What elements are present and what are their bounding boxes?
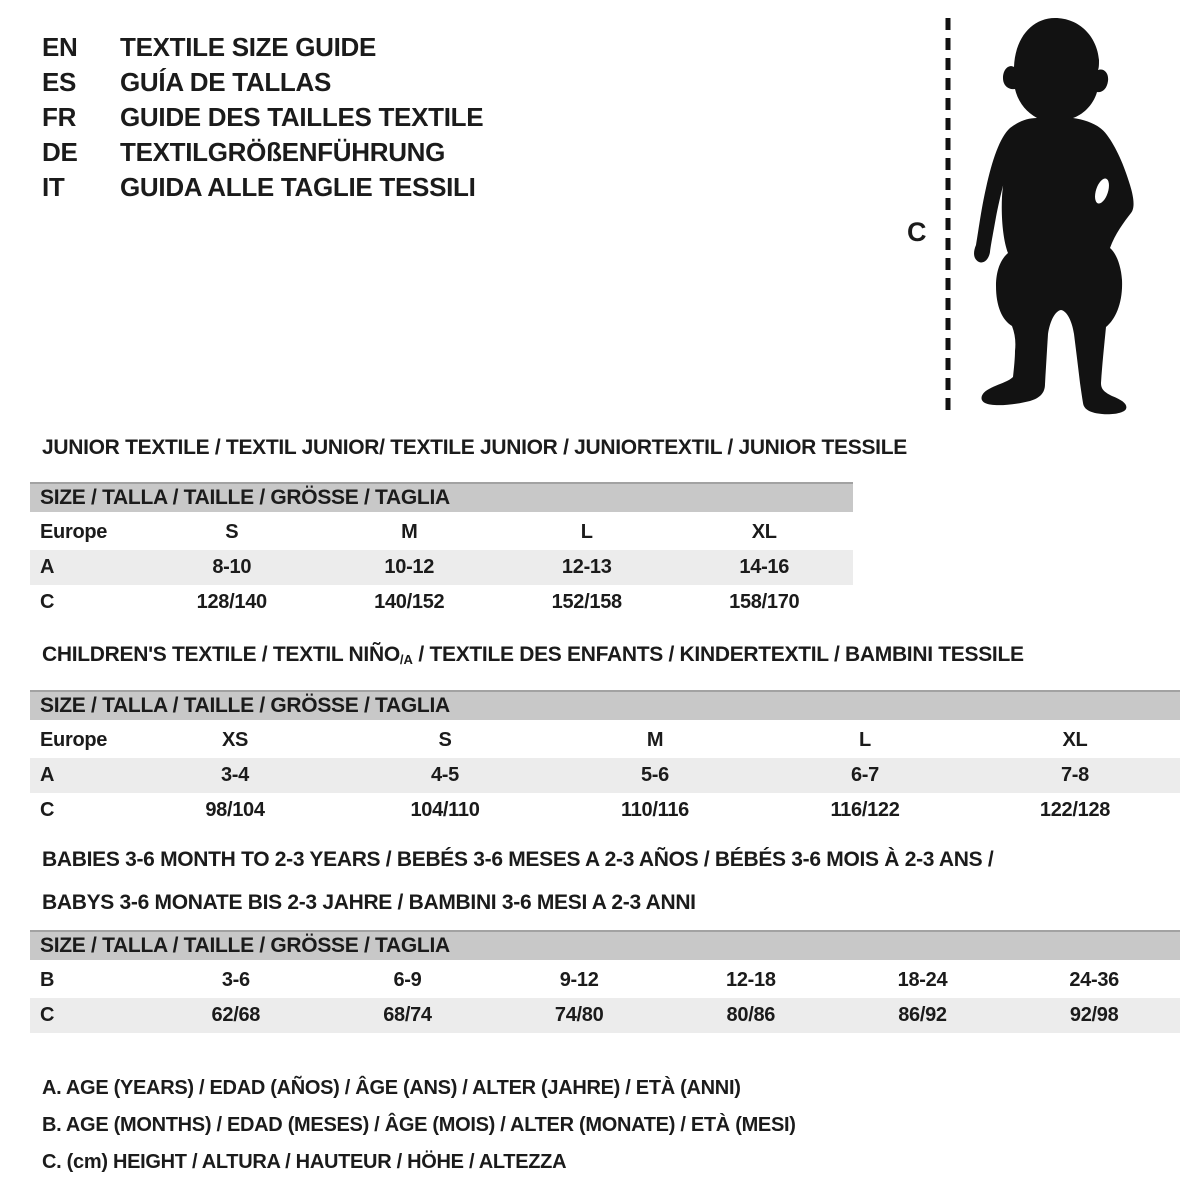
size-header-bar: [30, 690, 1180, 720]
height-cell: 128/140: [196, 591, 267, 613]
size-header-label: SIZE / TALLA / TAILLE / GRÖSSE / TAGLIA: [40, 486, 450, 509]
age-cell: 4-5: [430, 764, 459, 786]
row-label: A: [40, 764, 55, 786]
junior-section-title: JUNIOR TEXTILE / TEXTIL JUNIOR/ TEXTILE JUNIOR / JUNIORTEXTIL / JUNIOR TESSILE: [42, 436, 907, 459]
size-cell: S: [438, 729, 452, 751]
children-title-sub: /A: [399, 652, 413, 667]
height-cell: 116/122: [830, 799, 900, 821]
language-title: GUIDE DES TAILLES TEXTILE: [120, 102, 484, 132]
children-section-title: [42, 643, 1024, 667]
row-label: Europe: [40, 521, 108, 543]
size-cell: XL: [1062, 729, 1088, 751]
language-code: ES: [42, 67, 77, 97]
table-row: [30, 758, 1180, 793]
height-cell: 104/110: [410, 799, 480, 821]
language-title: TEXTILGRÖßENFÜHRUNG: [120, 137, 446, 167]
row-label: C: [40, 799, 55, 821]
age-cell: 3-6: [221, 969, 250, 991]
language-legend: [42, 30, 483, 205]
children-size-table: [30, 690, 1180, 828]
row-label: C: [40, 1004, 55, 1026]
table-row: [30, 793, 1180, 828]
height-cell: 86/92: [898, 1004, 947, 1026]
size-cell: XS: [221, 729, 249, 751]
size-header-label: SIZE / TALLA / TAILLE / GRÖSSE / TAGLIA: [40, 694, 450, 717]
size-cell: XL: [751, 521, 777, 543]
size-header-bar: [30, 930, 1180, 960]
height-cell: 140/152: [374, 591, 445, 613]
toddler-silhouette-icon: [963, 12, 1163, 422]
row-label: B: [40, 969, 55, 991]
size-header-bar: [30, 482, 853, 512]
language-title: GUÍA DE TALLAS: [120, 67, 332, 97]
table-row: [30, 585, 853, 620]
size-cell: L: [859, 729, 871, 751]
height-cell: 68/74: [383, 1004, 432, 1026]
language-row-en: [42, 30, 483, 65]
age-cell: 18-24: [897, 969, 948, 991]
babies-size-table: [30, 930, 1180, 1033]
age-cell: 12-13: [561, 556, 612, 578]
row-label: C: [40, 591, 55, 613]
size-cell: M: [401, 521, 418, 543]
row-label: A: [40, 556, 55, 578]
language-title: TEXTILE SIZE GUIDE: [120, 32, 377, 62]
table-row: [30, 963, 1180, 998]
language-code: IT: [42, 172, 65, 202]
junior-size-table: [30, 482, 853, 620]
table-row: [30, 550, 853, 585]
language-code: DE: [42, 137, 78, 167]
table-row: [30, 515, 853, 550]
age-cell: 6-9: [393, 969, 422, 991]
footnote-c: C. (cm) HEIGHT / ALTURA / HAUTEUR / HÖHE / ALTEZZA: [42, 1151, 567, 1173]
size-cell: M: [646, 729, 664, 751]
height-measure-label: C: [907, 217, 927, 247]
footnotes: [42, 1070, 796, 1181]
age-cell: 3-4: [220, 764, 249, 786]
age-cell: 6-7: [850, 764, 879, 786]
height-cell: 122/128: [1039, 799, 1111, 821]
babies-title-line-1: BABIES 3-6 MONTH TO 2-3 YEARS / BEBÉS 3-6 MESES A 2-3 AÑOS / BÉBÉS 3-6 MOIS À 2-3 ANS /: [42, 848, 994, 871]
age-cell: 7-8: [1060, 764, 1089, 786]
age-cell: 10-12: [384, 556, 435, 578]
height-cell: 98/104: [205, 799, 265, 821]
children-title-pre: CHILDREN'S TEXTILE / TEXTIL NIÑO: [42, 643, 400, 666]
age-cell: 24-36: [1069, 969, 1119, 991]
babies-section-title: [42, 838, 993, 924]
height-cell: 158/170: [729, 591, 800, 613]
size-cell: S: [225, 521, 239, 543]
size-header-label: SIZE / TALLA / TAILLE / GRÖSSE / TAGLIA: [40, 934, 450, 957]
language-row-es: [42, 65, 483, 100]
size-cell: L: [580, 521, 593, 543]
table-row: [30, 723, 1180, 758]
height-cell: 80/86: [726, 1004, 776, 1026]
height-dashed-line: [942, 14, 954, 420]
babies-title-line-2: BABYS 3-6 MONATE BIS 2-3 JAHRE / BAMBINI 3-6 MESI A 2-3 ANNI: [42, 891, 696, 914]
height-cell: 92/98: [1069, 1004, 1119, 1026]
height-cell: 110/116: [621, 799, 689, 821]
language-code: FR: [42, 102, 77, 132]
language-code: EN: [42, 32, 78, 62]
language-row-it: [42, 170, 483, 205]
height-cell: 152/158: [551, 591, 622, 613]
table-row: [30, 998, 1180, 1033]
language-row-de: [42, 135, 483, 170]
language-row-fr: [42, 100, 483, 135]
footnote-a: A. AGE (YEARS) / EDAD (AÑOS) / ÂGE (ANS) / ALTER (JAHRE) / ETÀ (ANNI): [42, 1077, 741, 1099]
height-cell: 74/80: [554, 1004, 604, 1026]
age-cell: 12-18: [726, 969, 776, 991]
children-title-post: / TEXTILE DES ENFANTS / KINDERTEXTIL / BAMBINI TESSILE: [412, 643, 1024, 666]
row-label: Europe: [40, 729, 108, 751]
footnote-b: B. AGE (MONTHS) / EDAD (MESES) / ÂGE (MOIS) / ALTER (MONATE) / ETÀ (MESI): [42, 1114, 796, 1136]
age-cell: 14-16: [739, 556, 790, 578]
age-cell: 9-12: [559, 969, 599, 991]
age-cell: 5-6: [640, 764, 669, 786]
age-cell: 8-10: [212, 556, 252, 578]
language-title: GUIDA ALLE TAGLIE TESSILI: [120, 172, 476, 202]
height-cell: 62/68: [211, 1004, 261, 1026]
